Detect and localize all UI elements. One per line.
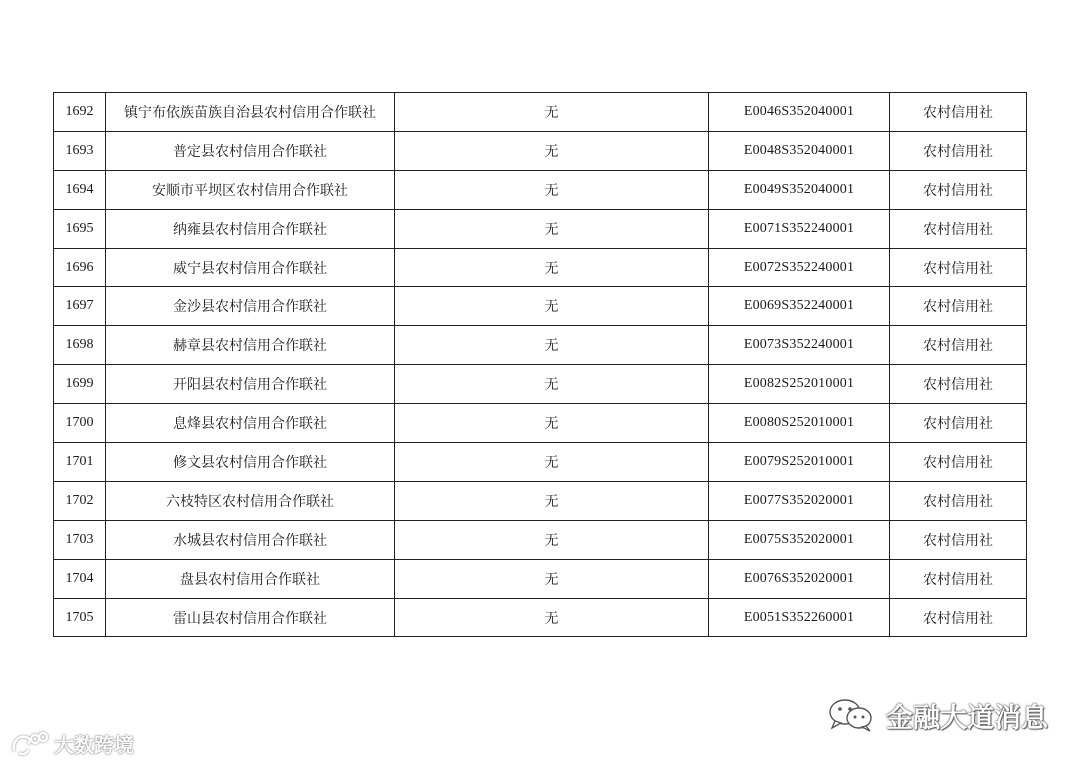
table-row [54, 287, 1027, 326]
institution-code-cell: E0046S352040001 [709, 93, 890, 132]
row-number-cell: 1701 [54, 443, 106, 482]
status-cell: 无 [395, 287, 709, 326]
institution-code-cell: E0069S352240001 [709, 287, 890, 326]
institution-code-cell: E0071S352240001 [709, 209, 890, 248]
table-row [54, 404, 1027, 443]
row-number-cell: 1699 [54, 365, 106, 404]
institution-code-cell: E0048S352040001 [709, 131, 890, 170]
institution-type-cell: 农村信用社 [890, 598, 1027, 637]
row-number-cell: 1704 [54, 559, 106, 598]
institution-table [53, 92, 1027, 637]
table-row [54, 131, 1027, 170]
status-cell: 无 [395, 404, 709, 443]
table-row [54, 443, 1027, 482]
status-cell: 无 [395, 131, 709, 170]
institution-name-cell: 开阳县农村信用合作联社 [106, 365, 395, 404]
watermark-left-text: 大数跨境 [54, 732, 134, 757]
institution-type-cell: 农村信用社 [890, 326, 1027, 365]
row-number-cell: 1697 [54, 287, 106, 326]
institution-name-cell: 金沙县农村信用合作联社 [106, 287, 395, 326]
row-number-cell: 1692 [54, 93, 106, 132]
table-row [54, 481, 1027, 520]
table-row [54, 209, 1027, 248]
status-cell: 无 [395, 326, 709, 365]
institution-type-cell: 农村信用社 [890, 170, 1027, 209]
table-row [54, 93, 1027, 132]
institution-type-cell: 农村信用社 [890, 248, 1027, 287]
status-cell: 无 [395, 170, 709, 209]
status-cell: 无 [395, 248, 709, 287]
institution-type-cell: 农村信用社 [890, 404, 1027, 443]
row-number-cell: 1698 [54, 326, 106, 365]
institution-code-cell: E0072S352240001 [709, 248, 890, 287]
status-cell: 无 [395, 481, 709, 520]
institution-name-cell: 赫章县农村信用合作联社 [106, 326, 395, 365]
institution-code-cell: E0080S252010001 [709, 404, 890, 443]
status-cell: 无 [395, 559, 709, 598]
row-number-cell: 1702 [54, 481, 106, 520]
institution-type-cell: 农村信用社 [890, 559, 1027, 598]
institution-name-cell: 雷山县农村信用合作联社 [106, 598, 395, 637]
table-row [54, 170, 1027, 209]
institution-type-cell: 农村信用社 [890, 131, 1027, 170]
institution-code-cell: E0075S352020001 [709, 520, 890, 559]
institution-name-cell: 镇宁布依族苗族自治县农村信用合作联社 [106, 93, 395, 132]
status-cell: 无 [395, 93, 709, 132]
institution-code-cell: E0049S352040001 [709, 170, 890, 209]
institution-name-cell: 纳雍县农村信用合作联社 [106, 209, 395, 248]
row-number-cell: 1705 [54, 598, 106, 637]
institution-name-cell: 普定县农村信用合作联社 [106, 131, 395, 170]
table-row [54, 598, 1027, 637]
institution-type-cell: 农村信用社 [890, 443, 1027, 482]
status-cell: 无 [395, 443, 709, 482]
institution-name-cell: 水城县农村信用合作联社 [106, 520, 395, 559]
row-number-cell: 1700 [54, 404, 106, 443]
institution-name-cell: 盘县农村信用合作联社 [106, 559, 395, 598]
row-number-cell: 1696 [54, 248, 106, 287]
status-cell: 无 [395, 598, 709, 637]
table-row [54, 559, 1027, 598]
weibo-logo-icon [10, 729, 50, 757]
institution-type-cell: 农村信用社 [890, 520, 1027, 559]
table-row [54, 326, 1027, 365]
row-number-cell: 1703 [54, 520, 106, 559]
institution-name-cell: 息烽县农村信用合作联社 [106, 404, 395, 443]
institution-name-cell: 安顺市平坝区农村信用合作联社 [106, 170, 395, 209]
table-row [54, 520, 1027, 559]
watermark-right-text: 金融大道消息 [886, 702, 1048, 734]
row-number-cell: 1694 [54, 170, 106, 209]
institution-type-cell: 农村信用社 [890, 481, 1027, 520]
table-row [54, 365, 1027, 404]
row-number-cell: 1695 [54, 209, 106, 248]
status-cell: 无 [395, 365, 709, 404]
institution-name-cell: 修文县农村信用合作联社 [106, 443, 395, 482]
institution-name-cell: 六枝特区农村信用合作联社 [106, 481, 395, 520]
institution-type-cell: 农村信用社 [890, 93, 1027, 132]
institution-code-cell: E0082S252010001 [709, 365, 890, 404]
institution-code-cell: E0073S352240001 [709, 326, 890, 365]
table-body [54, 93, 1027, 637]
row-number-cell: 1693 [54, 131, 106, 170]
institution-code-cell: E0077S352020001 [709, 481, 890, 520]
institution-code-cell: E0051S352260001 [709, 598, 890, 637]
watermark-dashujuajing [10, 726, 134, 760]
table-row [54, 248, 1027, 287]
institution-type-cell: 农村信用社 [890, 365, 1027, 404]
status-cell: 无 [395, 209, 709, 248]
institution-name-cell: 威宁县农村信用合作联社 [106, 248, 395, 287]
status-cell: 无 [395, 520, 709, 559]
wechat-logo-icon [826, 697, 876, 733]
institution-code-cell: E0079S252010001 [709, 443, 890, 482]
institution-type-cell: 农村信用社 [890, 287, 1027, 326]
institution-type-cell: 农村信用社 [890, 209, 1027, 248]
institution-code-cell: E0076S352020001 [709, 559, 890, 598]
watermark-jinrongdadao [826, 692, 1048, 738]
